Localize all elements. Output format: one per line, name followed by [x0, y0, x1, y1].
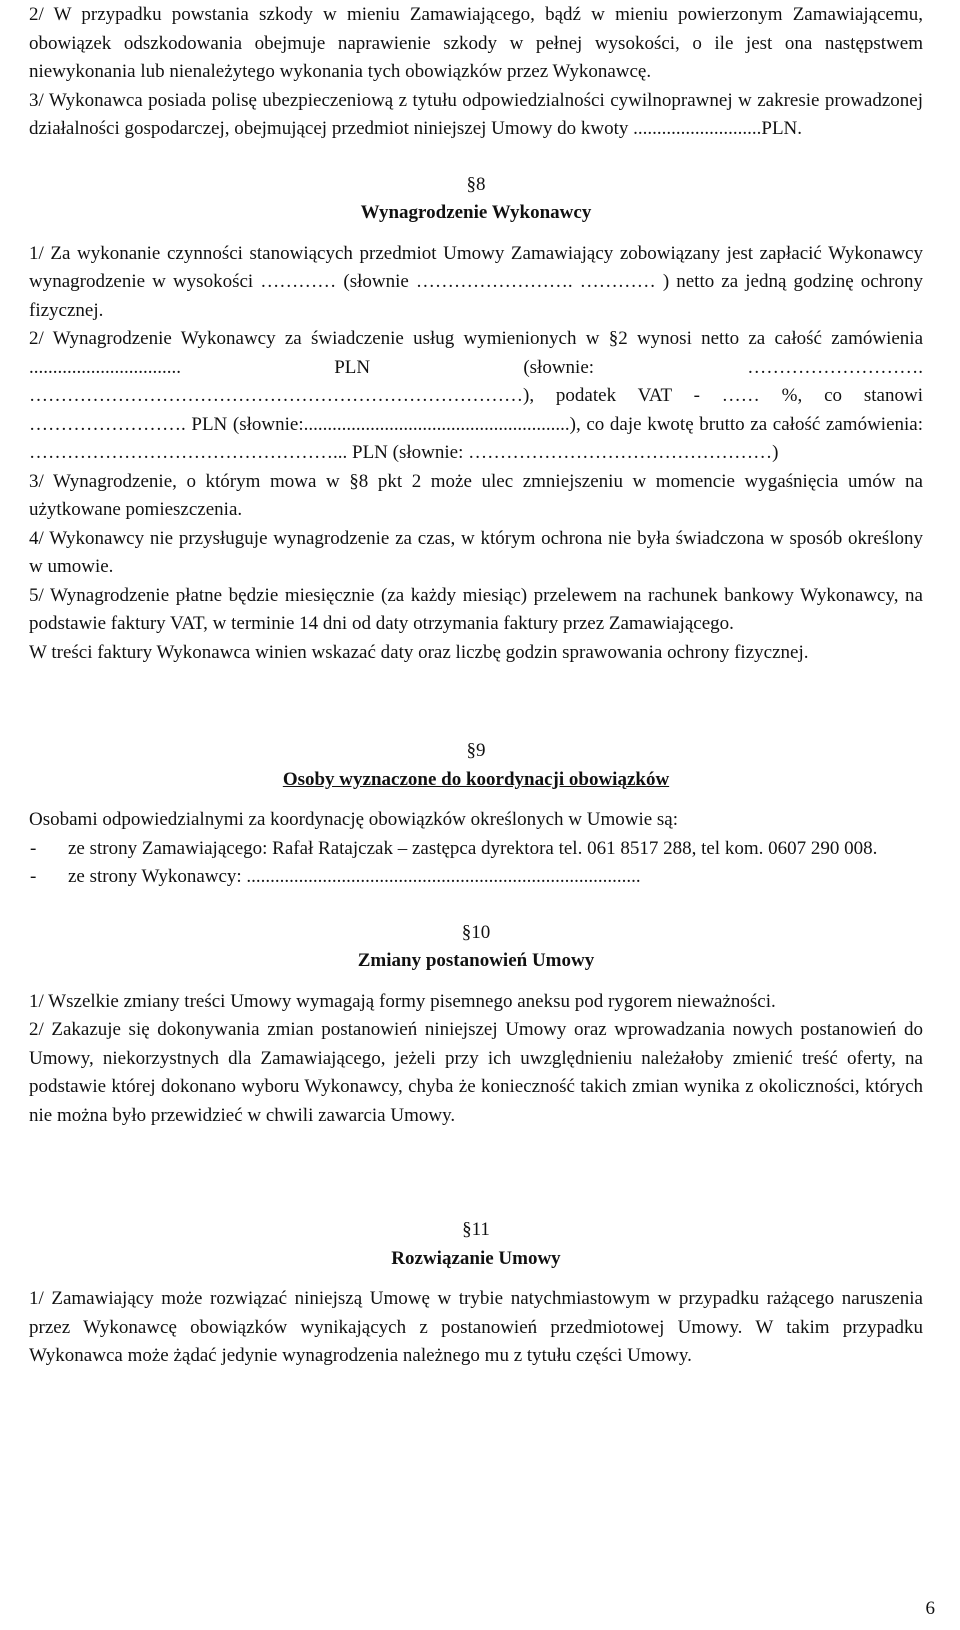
section-title: Wynagrodzenie Wykonawcy	[360, 202, 592, 223]
section-title: Rozwiązanie Umowy	[391, 1247, 561, 1269]
paragraph: 1/ Zamawiający może rozwiązać niniejszą Umowę w trybie natychmiastowym w przypadku rażącego naruszenia przez Wykonawcę obowiązków wynikających z postanowień przedmiotowej Umowy. W takim przypadku Wykonawca może żądać jedynie wynagrodzenia należnego mu z tytułu części Umowy.	[29, 1288, 923, 1366]
section-number: §8	[466, 173, 486, 195]
list-item	[29, 835, 923, 864]
paragraph: Osobami odpowiedzialnymi za koordynację obowiązków określonych w Umowie są:	[29, 809, 679, 830]
paragraph: 1/ Wszelkie zmiany treści Umowy wymagają formy pisemnego aneksu pod rygorem nieważności.	[29, 990, 776, 1012]
section-number: §10	[461, 921, 491, 943]
list-item	[29, 863, 923, 892]
paragraph: 3/ Wynagrodzenie, o którym mowa w §8 pkt 2 może ulec zmniejszeniu w momencie wygaśnięcia umów na użytkowane pomieszczenia.	[29, 470, 923, 520]
paragraph: 2/ Zakazuje się dokonywania zmian postanowień niniejszej Umowy oraz wprowadzania nowych postanowień do Umowy, niekorzystnych dla Zamawiającego, jeżeli przy ich uwzględnieniu należałoby zmienić treść oferty, na podstawie której dokonano wyboru Wykonawcy, chyba że konieczność takich zmian wynika z okoliczności, których nie można było przewidzieć w chwili zawarcia Umowy.	[29, 1019, 923, 1126]
list-item-text: ze strony Wykonawcy: ...................................................................................	[68, 866, 641, 887]
document-body	[29, 1, 923, 1371]
section-number: §9	[466, 740, 486, 761]
list-marker: -	[30, 866, 37, 887]
paragraph: W treści faktury Wykonawca winien wskazać daty oraz liczbę godzin sprawowania ochrony fizycznej.	[29, 641, 809, 663]
paragraph: 1/ Za wykonanie czynności stanowiących przedmiot Umowy Zamawiający zobowiązany jest zapłacić Wykonawcy wynagrodzenie w wysokości ………… (słownie ……………………. ………… ) netto za jedną godzinę ochrony fizycznej.	[29, 242, 923, 321]
list-item-text: ze strony Zamawiającego: Rafał Ratajczak – zastępca dyrektora tel. 061 8517 288, tel kom. 0607 290 008.	[68, 837, 878, 859]
section-title: Osoby wyznaczone do koordynacji obowiązków	[282, 768, 670, 790]
list-marker: -	[30, 837, 37, 859]
section-title: Zmiany postanowień Umowy	[357, 950, 595, 971]
paragraph: 5/ Wynagrodzenie płatne będzie miesięcznie (za każdy miesiąc) przelewem na rachunek bankowy Wykonawcy, na podstawie faktury VAT, w terminie 14 dni od daty otrzymania faktury przez Zamawiającego.	[29, 584, 923, 634]
page-number: 6	[925, 1598, 935, 1619]
section-number: §11	[462, 1219, 490, 1240]
paragraph: 2/ Wynagrodzenie Wykonawcy za świadczenie usług wymienionych w §2 wynosi netto za całość zamówienia ................................ PLN (słownie: ………………………. ……………………………………………………………………), podatek VAT - …… %, co stanowi ……………………. PLN (słownie:........................................................), co daje kwotę brutto za całość zamówienia: …………………………………………... PLN (słownie: …………………………………………)	[29, 328, 923, 463]
paragraph: 2/ W przypadku powstania szkody w mieniu Zamawiającego, bądź w mieniu powierzonym Zamawiającemu, obowiązek odszkodowania obejmuje naprawienie szkody w pełnej wysokości, o ile jest ona następstwem niewykonania lub nienależytego wykonania tych obowiązków przez Wykonawcę.	[29, 4, 923, 82]
paragraph: 4/ Wykonawcy nie przysługuje wynagrodzenie za czas, w którym ochrona nie była świadczona w sposób określony w umowie.	[29, 527, 923, 577]
paragraph: 3/ Wykonawca posiada polisę ubezpieczeniową z tytułu odpowiedzialności cywilnoprawnej w zakresie prowadzonej działalności gospodarczej, obejmującej przedmiot niniejszej Umowy do kwoty ...........................PLN.	[29, 89, 923, 139]
